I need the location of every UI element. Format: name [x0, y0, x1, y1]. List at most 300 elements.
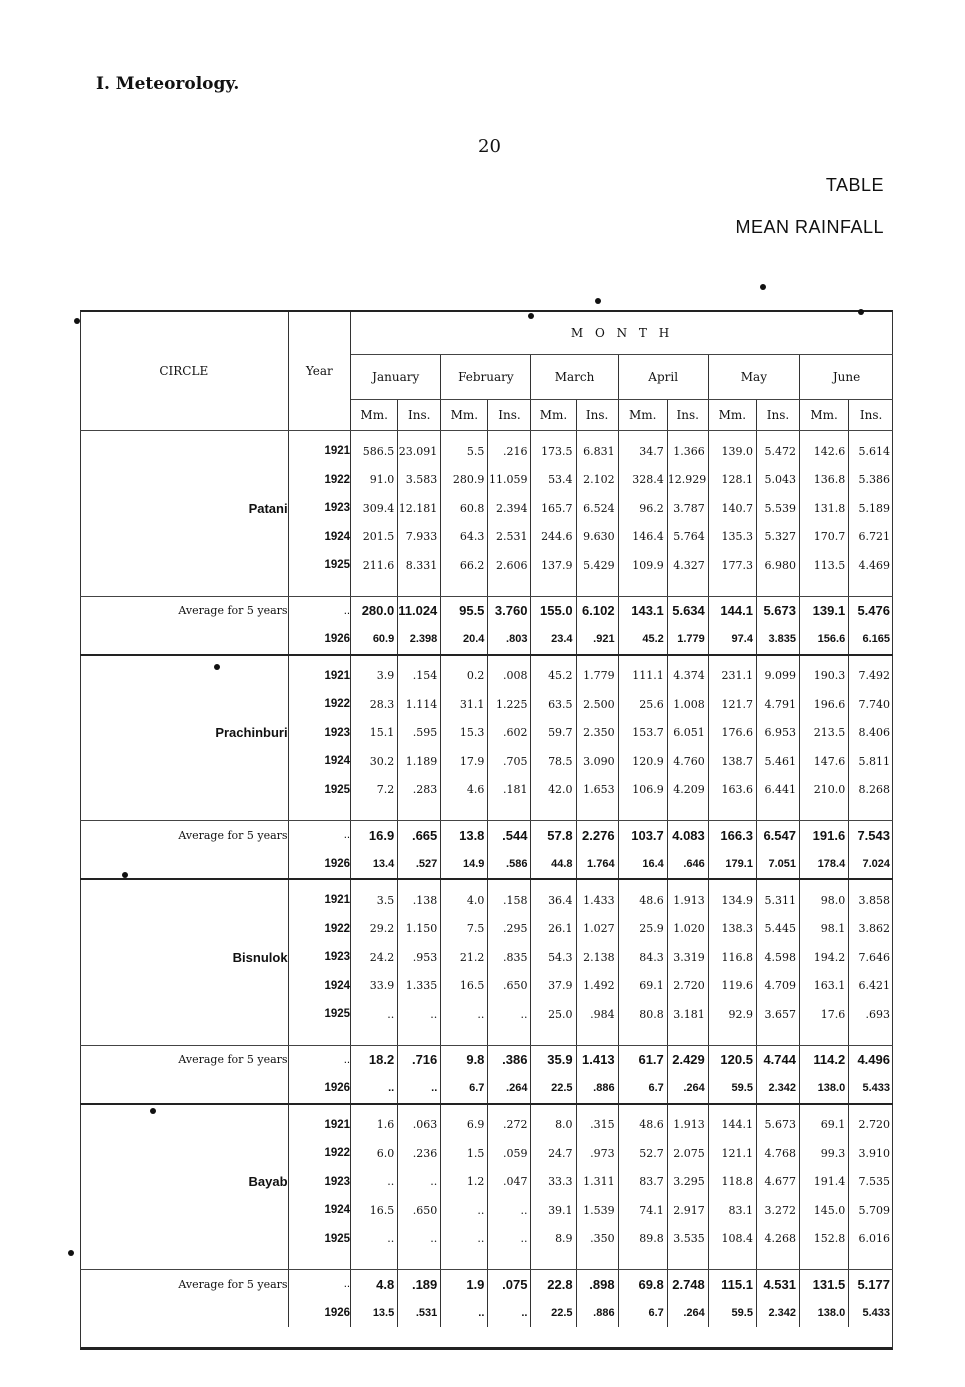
rain-cell: 64.3	[441, 523, 488, 552]
rain-cell: 48.6	[618, 1104, 667, 1140]
rain-cell: ..	[441, 1299, 488, 1328]
rain-cell: 3.181	[667, 1000, 708, 1029]
rain-cell: 163.1	[800, 972, 849, 1001]
rain-cell: 7.5	[441, 915, 488, 944]
rain-cell: 4.677	[756, 1168, 799, 1197]
rain-cell: 26.1	[531, 915, 576, 944]
rain-cell: 139.1	[800, 596, 849, 625]
spacer-cell	[398, 1253, 441, 1270]
spacer-cell	[708, 804, 756, 821]
rain-cell: 1.6	[351, 1104, 398, 1140]
spacer-cell	[576, 804, 618, 821]
rain-cell: 166.3	[708, 821, 756, 850]
rain-cell: 1.366	[667, 431, 708, 466]
rain-cell: 39.1	[531, 1196, 576, 1225]
rain-cell: .527	[398, 850, 441, 880]
table-row	[80, 1104, 893, 1140]
rain-cell: 136.8	[800, 466, 849, 495]
spacer-cell	[618, 1253, 667, 1270]
year-cell: ..	[288, 596, 351, 625]
unit-header-mm: Mm.	[441, 400, 488, 431]
rain-cell: 6.524	[576, 494, 618, 523]
spacer-cell	[351, 804, 398, 821]
rain-cell: 3.295	[667, 1168, 708, 1197]
rain-cell: 6.7	[441, 1074, 488, 1104]
rain-cell: ..	[441, 1225, 488, 1254]
year-cell: 1925	[288, 776, 351, 805]
year-cell: 1925	[288, 551, 351, 580]
rain-cell: 96.2	[618, 494, 667, 523]
rain-cell: 108.4	[708, 1225, 756, 1254]
rain-cell: 7.646	[858, 950, 890, 964]
year-cell: 1926	[288, 1074, 351, 1104]
rain-cell: 3.835	[756, 625, 799, 655]
spacer-cell	[618, 804, 667, 821]
rain-cell: 3.910	[858, 1146, 890, 1160]
rain-cell: 115.1	[708, 1270, 756, 1299]
average-label: Average for 5 years	[80, 1045, 288, 1074]
rain-cell: 89.8	[618, 1225, 667, 1254]
rain-cell: 2.720	[667, 972, 708, 1001]
rain-cell: 78.5	[531, 747, 576, 776]
average-row	[80, 1270, 893, 1299]
rain-cell: 4.6	[441, 776, 488, 805]
rain-cell: 69.1	[618, 972, 667, 1001]
rain-cell: 3.657	[756, 1000, 799, 1029]
rain-cell: 138.0	[800, 1074, 849, 1104]
rain-cell: 1.779	[576, 655, 618, 691]
rain-cell: 28.3	[351, 690, 398, 719]
rain-cell: 23.091	[398, 431, 441, 466]
rain-cell: 191.6	[800, 821, 849, 850]
year-1926-row	[80, 625, 893, 655]
rain-cell: 7.2	[351, 776, 398, 805]
rain-cell: 8.0	[531, 1104, 576, 1140]
unit-header-ins: Ins.	[849, 400, 893, 431]
rain-cell: 201.5	[351, 523, 398, 552]
rain-cell: 13.4	[351, 850, 398, 880]
rain-cell: 114.2	[800, 1045, 849, 1074]
rain-cell: .264	[667, 1074, 708, 1104]
rain-cell: 4.268	[756, 1225, 799, 1254]
rain-cell: 6.547	[756, 821, 799, 850]
rain-cell: 244.6	[531, 523, 576, 552]
spacer-cell	[398, 804, 441, 821]
rain-cell: 2.102	[576, 466, 618, 495]
rain-cell: 9.8	[441, 1045, 488, 1074]
month-header-april: April	[618, 355, 708, 400]
spacer-cell	[531, 1253, 576, 1270]
rain-cell: 59.5	[708, 1299, 756, 1328]
circle-header: CIRCLE	[80, 312, 288, 431]
scan-speck	[528, 313, 534, 319]
rain-cell: 13.5	[351, 1299, 398, 1328]
spacer-cell	[849, 580, 893, 597]
year-cell: 1926	[288, 1299, 351, 1328]
rain-cell: 5.386	[858, 473, 890, 487]
unit-header-mm: Mm.	[618, 400, 667, 431]
rain-cell: 138.0	[800, 1299, 849, 1328]
rain-cell: 231.1	[708, 655, 756, 691]
rain-cell: 6.102	[576, 596, 618, 625]
rain-cell: 2.606	[488, 551, 531, 580]
rain-cell: 1.020	[667, 915, 708, 944]
scan-speck	[858, 309, 864, 315]
rain-cell: .921	[576, 625, 618, 655]
rain-cell: 1.433	[576, 879, 618, 915]
rain-cell: 5.709	[858, 1203, 890, 1217]
rain-cell: 4.0	[441, 879, 488, 915]
rain-cell: 1.335	[398, 972, 441, 1001]
rain-cell: .665	[398, 821, 441, 850]
spacer-cell	[398, 580, 441, 597]
rain-cell: 170.7	[800, 523, 849, 552]
spacer-cell	[288, 580, 351, 597]
rain-cell: 52.7	[618, 1139, 667, 1168]
rain-cell: 7.024	[849, 850, 893, 880]
rain-cell: .835	[488, 943, 531, 972]
rain-cell: 1.539	[576, 1196, 618, 1225]
rain-cell: 5.445	[756, 915, 799, 944]
rain-cell: 6.7	[618, 1299, 667, 1328]
rain-cell: 210.0	[800, 776, 849, 805]
rain-cell: 1.5	[441, 1139, 488, 1168]
rain-cell: 2.342	[756, 1299, 799, 1328]
rain-cell: 2.342	[756, 1074, 799, 1104]
rain-cell: 4.083	[667, 821, 708, 850]
rain-cell: .264	[667, 1299, 708, 1328]
unit-header-ins: Ins.	[667, 400, 708, 431]
rain-cell: 120.9	[618, 747, 667, 776]
year-1926-row	[80, 1074, 893, 1104]
rain-cell: 4.709	[756, 972, 799, 1001]
rain-cell: 42.0	[531, 776, 576, 805]
rain-cell: 5.539	[756, 494, 799, 523]
rain-cell: 3.858	[858, 893, 890, 907]
unit-header-mm: Mm.	[531, 400, 576, 431]
rain-cell: 95.5	[441, 596, 488, 625]
rain-cell: 66.2	[441, 551, 488, 580]
spacer-cell	[288, 1029, 351, 1046]
year-cell: 1924	[288, 1196, 351, 1225]
scan-speck	[68, 1250, 74, 1256]
rain-cell: 7.543	[857, 827, 890, 843]
rain-cell: 2.075	[667, 1139, 708, 1168]
rain-cell: 13.8	[441, 821, 488, 850]
rain-cell: .693	[865, 1007, 890, 1021]
year-cell: ..	[288, 1270, 351, 1299]
rain-cell: 5.311	[756, 879, 799, 915]
rain-cell: 59.7	[531, 719, 576, 748]
spacer-cell	[849, 1029, 893, 1046]
rain-cell: 44.8	[531, 850, 576, 880]
rain-cell: .059	[488, 1139, 531, 1168]
rain-cell: 1.150	[398, 915, 441, 944]
spacer-row	[80, 1029, 893, 1046]
rain-cell: 5.614	[858, 444, 890, 458]
rain-cell: 11.024	[398, 596, 441, 625]
rain-cell: 5.043	[756, 466, 799, 495]
year-header: Year	[288, 312, 351, 431]
rain-cell: 8.406	[858, 726, 890, 740]
rain-cell: .650	[398, 1196, 441, 1225]
rain-cell: 22.5	[531, 1074, 576, 1104]
spacer-cell	[800, 1029, 849, 1046]
rain-cell: 1.492	[576, 972, 618, 1001]
rain-cell: 1.189	[398, 747, 441, 776]
spacer-cell	[441, 1253, 488, 1270]
rain-cell: 99.3	[800, 1139, 849, 1168]
spacer-cell	[80, 1029, 288, 1046]
rain-cell: 45.2	[618, 625, 667, 655]
spacer-cell	[756, 580, 799, 597]
rain-cell: ..	[351, 1000, 398, 1029]
rain-cell: 4.760	[667, 747, 708, 776]
rain-cell: 106.9	[618, 776, 667, 805]
rain-cell: .602	[488, 719, 531, 748]
rain-cell: .973	[576, 1139, 618, 1168]
rain-cell: 6.7	[618, 1074, 667, 1104]
year-cell: 1926	[288, 625, 351, 655]
rain-cell: 12.181	[398, 494, 441, 523]
rain-cell: 119.6	[708, 972, 756, 1001]
rain-cell: 147.6	[800, 747, 849, 776]
rain-cell: 121.7	[708, 690, 756, 719]
rain-cell: .008	[488, 655, 531, 691]
rain-cell: 45.2	[531, 655, 576, 691]
rain-cell: 33.9	[351, 972, 398, 1001]
rain-cell: 17.6	[800, 1000, 849, 1029]
rain-cell: 280.9	[441, 466, 488, 495]
spacer-cell	[708, 580, 756, 597]
rain-cell: .350	[576, 1225, 618, 1254]
average-label: Average for 5 years	[80, 821, 288, 850]
spacer-cell	[531, 804, 576, 821]
rain-cell: 6.980	[756, 551, 799, 580]
rain-cell: 20.4	[441, 625, 488, 655]
rain-cell: 16.5	[441, 972, 488, 1001]
year-cell: 1924	[288, 972, 351, 1001]
rain-cell: .886	[576, 1074, 618, 1104]
rain-cell: .216	[488, 431, 531, 466]
rain-cell: 6.165	[849, 625, 893, 655]
rain-cell: 2.429	[667, 1045, 708, 1074]
rain-cell: 2.394	[488, 494, 531, 523]
spacer-cell	[576, 1253, 618, 1270]
rain-cell: 328.4	[618, 466, 667, 495]
rain-cell: 6.051	[667, 719, 708, 748]
rain-cell: 1.913	[667, 1104, 708, 1140]
rain-cell: 74.1	[618, 1196, 667, 1225]
rain-cell: 156.6	[800, 625, 849, 655]
rain-cell: ..	[398, 1000, 441, 1029]
rain-cell: ..	[351, 1074, 398, 1104]
rain-cell: 23.4	[531, 625, 576, 655]
rain-cell: .047	[488, 1168, 531, 1197]
rain-cell: 98.1	[800, 915, 849, 944]
rain-cell: 9.630	[576, 523, 618, 552]
spacer-cell	[708, 1253, 756, 1270]
rain-cell: 2.531	[488, 523, 531, 552]
rain-cell: 153.7	[618, 719, 667, 748]
month-header-june: June	[800, 355, 894, 400]
rain-cell: ..	[351, 1168, 398, 1197]
rain-cell: 53.4	[531, 466, 576, 495]
empty-cell	[80, 625, 288, 655]
rain-cell: 54.3	[531, 943, 576, 972]
rain-cell: 9.099	[756, 655, 799, 691]
spacer-cell	[441, 804, 488, 821]
rain-cell: .138	[398, 879, 441, 915]
rain-cell: 2.398	[398, 625, 441, 655]
rain-cell: 7.740	[858, 697, 890, 711]
rain-cell: 6.831	[576, 431, 618, 466]
rain-cell: 103.7	[618, 821, 667, 850]
unit-header-ins: Ins.	[488, 400, 531, 431]
rain-cell: 3.583	[398, 466, 441, 495]
month-header-february: February	[441, 355, 531, 400]
rain-cell: ..	[398, 1168, 441, 1197]
rain-cell: 4.209	[667, 776, 708, 805]
rain-cell: 92.9	[708, 1000, 756, 1029]
circle-name: Bayab	[80, 1104, 288, 1254]
rain-cell: 131.8	[800, 494, 849, 523]
rain-cell: 4.744	[756, 1045, 799, 1074]
rain-cell: 6.9	[441, 1104, 488, 1140]
spacer-cell	[756, 1253, 799, 1270]
rain-cell: 34.7	[618, 431, 667, 466]
rain-cell: ..	[488, 1000, 531, 1029]
spacer-cell	[531, 580, 576, 597]
rain-cell: 4.768	[756, 1139, 799, 1168]
scan-speck	[214, 664, 220, 670]
rain-cell: 24.2	[351, 943, 398, 972]
table-row	[80, 655, 893, 691]
year-cell: 1923	[288, 494, 351, 523]
spacer-cell	[576, 1029, 618, 1046]
rain-cell: 4.327	[667, 551, 708, 580]
rain-cell: 59.5	[708, 1074, 756, 1104]
rain-cell: 6.0	[351, 1139, 398, 1168]
rain-cell: 1.225	[488, 690, 531, 719]
rain-cell: ..	[398, 1225, 441, 1254]
month-header-march: March	[531, 355, 618, 400]
rain-cell: 3.862	[858, 922, 890, 936]
rain-cell: 5.764	[667, 523, 708, 552]
rain-cell: 1.913	[667, 879, 708, 915]
scan-speck	[122, 872, 128, 878]
rain-cell: 3.760	[488, 596, 531, 625]
spacer-cell	[441, 1029, 488, 1046]
rain-cell: 16.9	[351, 821, 398, 850]
rain-cell: 1.027	[576, 915, 618, 944]
year-cell: 1922	[288, 690, 351, 719]
rain-cell: .386	[488, 1045, 531, 1074]
spacer-cell	[756, 804, 799, 821]
rain-cell: .075	[488, 1270, 531, 1299]
rain-cell: 165.7	[531, 494, 576, 523]
rain-cell: 33.3	[531, 1168, 576, 1197]
table-row	[80, 431, 893, 466]
rain-cell: 83.1	[708, 1196, 756, 1225]
rain-cell: 2.138	[576, 943, 618, 972]
spacer-cell	[849, 804, 893, 821]
rain-cell: 190.3	[800, 655, 849, 691]
year-1926-row	[80, 850, 893, 880]
rain-cell: 3.535	[667, 1225, 708, 1254]
rain-cell: 211.6	[351, 551, 398, 580]
rain-cell: 1.764	[576, 850, 618, 880]
rain-cell: 176.6	[708, 719, 756, 748]
rain-cell: 80.8	[618, 1000, 667, 1029]
page-number: 20	[478, 136, 501, 157]
year-cell: 1923	[288, 1168, 351, 1197]
year-cell: 1921	[288, 431, 351, 466]
rain-cell: 144.1	[708, 596, 756, 625]
rain-cell: 4.531	[756, 1270, 799, 1299]
scan-speck	[760, 284, 766, 290]
rain-cell: .586	[488, 850, 531, 880]
rain-cell: 12.929	[667, 466, 708, 495]
spacer-cell	[288, 1253, 351, 1270]
rain-cell: 5.673	[756, 596, 799, 625]
rain-cell: .650	[488, 972, 531, 1001]
rain-cell: 128.1	[708, 466, 756, 495]
section-title: I. Meteorology.	[96, 74, 240, 94]
spacer-cell	[800, 580, 849, 597]
rain-cell: 3.787	[667, 494, 708, 523]
year-cell: 1922	[288, 1139, 351, 1168]
rain-cell: 173.5	[531, 431, 576, 466]
year-cell: 1921	[288, 879, 351, 915]
rain-cell: 3.319	[667, 943, 708, 972]
rain-cell: 121.1	[708, 1139, 756, 1168]
spacer-cell	[441, 580, 488, 597]
rain-cell: ..	[351, 1225, 398, 1254]
average-label: Average for 5 years	[80, 1270, 288, 1299]
rain-cell: .886	[576, 1299, 618, 1328]
rain-cell: 97.4	[708, 625, 756, 655]
month-group-header: M O N T H	[351, 312, 893, 355]
rain-cell: 22.5	[531, 1299, 576, 1328]
rain-cell: 6.721	[858, 530, 890, 544]
rain-cell: 3.9	[351, 655, 398, 691]
rain-cell: 6.953	[756, 719, 799, 748]
rain-cell: 142.6	[800, 431, 849, 466]
rain-cell: .716	[398, 1045, 441, 1074]
rain-cell: 196.6	[800, 690, 849, 719]
rain-cell: 60.8	[441, 494, 488, 523]
rain-cell: 143.1	[618, 596, 667, 625]
rain-cell: 5.177	[857, 1276, 890, 1292]
rain-cell: 7.492	[858, 669, 890, 683]
rain-cell: 1.114	[398, 690, 441, 719]
rain-cell: 35.9	[531, 1045, 576, 1074]
rain-cell: 25.0	[531, 1000, 576, 1029]
rain-cell: ..	[441, 1196, 488, 1225]
rain-cell: 138.3	[708, 915, 756, 944]
rain-cell: 1.779	[667, 625, 708, 655]
rain-cell: .236	[398, 1139, 441, 1168]
month-header-january: January	[351, 355, 441, 400]
rain-cell: 2.500	[576, 690, 618, 719]
rain-cell: 5.429	[576, 551, 618, 580]
year-cell: 1926	[288, 850, 351, 880]
rain-cell: 83.7	[618, 1168, 667, 1197]
rain-cell: 2.720	[858, 1118, 890, 1132]
rain-cell: 17.9	[441, 747, 488, 776]
rain-cell: 213.5	[800, 719, 849, 748]
